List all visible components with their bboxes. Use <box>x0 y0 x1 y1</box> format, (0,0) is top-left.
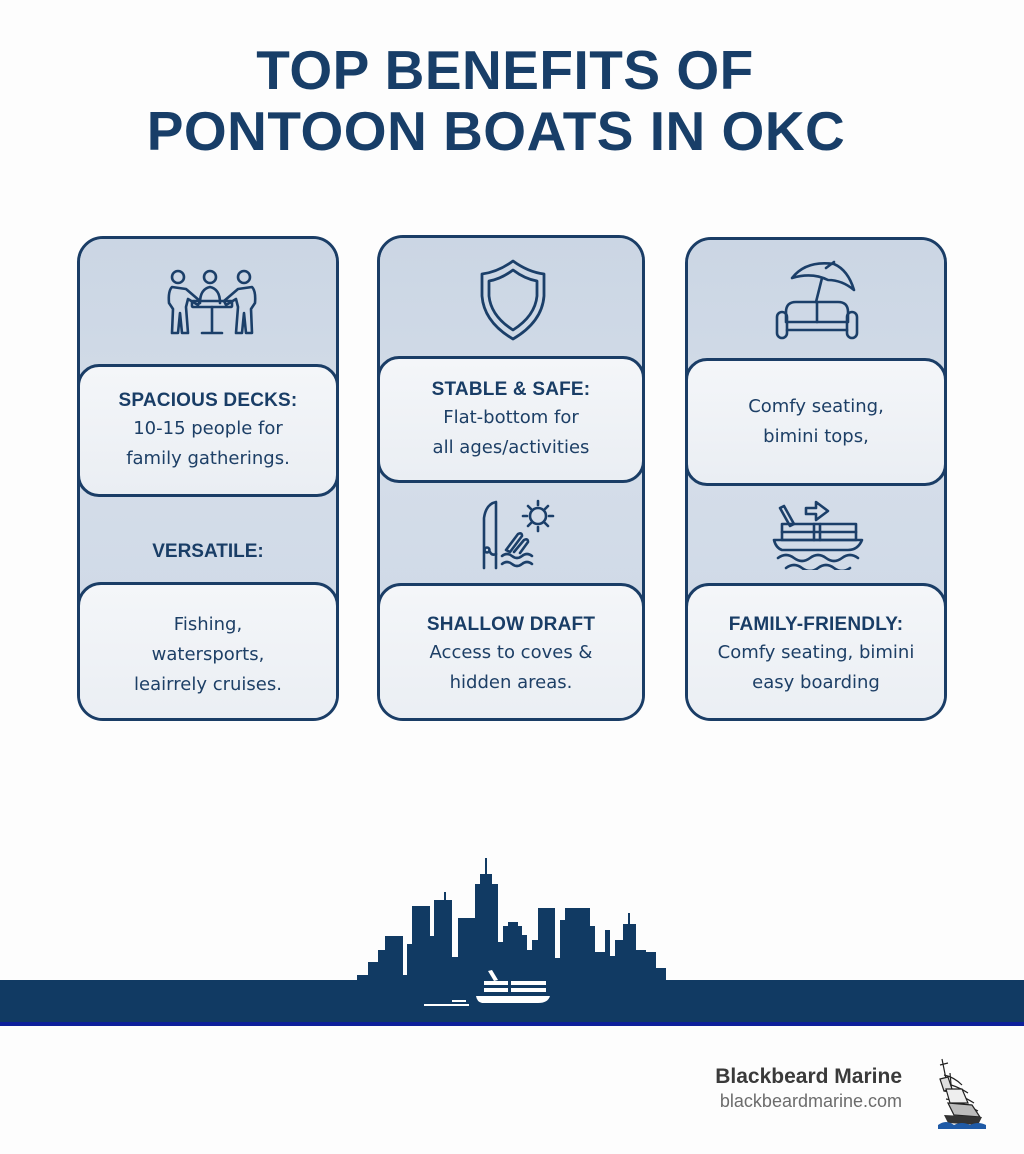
benefit-heading: SPACIOUS DECKS: <box>118 389 298 411</box>
benefit-text-line: Comfy seating, <box>748 396 884 417</box>
benefit-card-3 <box>685 237 947 721</box>
benefit-panel-shallow-draft <box>377 583 645 721</box>
benefit-text-line: hidden areas. <box>449 672 573 693</box>
benefit-text-line: Access to coves & <box>429 642 593 663</box>
shield-icon <box>478 258 548 342</box>
benefit-heading: STABLE & SAFE: <box>431 378 591 400</box>
brand-block <box>650 1064 902 1112</box>
pontoon-boat-icon <box>770 498 866 570</box>
okc-skyline-icon <box>0 840 1024 1040</box>
pirate-ship-logo-icon <box>932 1055 988 1131</box>
people-at-table-icon <box>164 269 260 337</box>
benefit-panel-stable-safe <box>377 356 645 483</box>
benefit-heading: SHALLOW DRAFT <box>426 614 596 635</box>
benefit-text-line: family gatherings. <box>126 447 290 469</box>
benefit-text-line: leairrely cruises. <box>134 673 282 695</box>
benefit-text-line: 10-15 people for <box>133 417 283 439</box>
benefit-panel-family-friendly <box>685 583 947 721</box>
benefit-text-line: bimini tops, <box>763 426 869 447</box>
brand-name: Blackbeard Marine <box>715 1065 902 1088</box>
benefit-text-line: all ages/activities <box>432 436 590 458</box>
benefit-heading: FAMILY-FRIENDLY: <box>728 614 904 635</box>
benefit-panel-comfy-seating <box>685 358 947 486</box>
benefit-panel-versatile <box>77 582 339 721</box>
page-title <box>0 40 1010 162</box>
fishing-rod-and-watersports-icon <box>470 498 560 570</box>
benefit-text-line: watersports, <box>151 643 265 665</box>
benefit-card-1 <box>77 236 339 721</box>
title-line-2: PONTOON BOATS IN OKC <box>146 100 846 162</box>
benefit-heading-versatile: VERSATILE: <box>152 541 264 562</box>
benefit-panel-spacious-decks <box>77 364 339 497</box>
benefit-text-line: Comfy seating, bimini <box>717 642 915 663</box>
benefit-text-line: easy boarding <box>752 672 880 693</box>
benefit-text-line: Fishing, <box>173 613 243 635</box>
sofa-with-umbrella-icon <box>772 256 862 344</box>
benefit-card-2 <box>377 235 645 721</box>
brand-url[interactable]: blackbeardmarine.com <box>719 1091 902 1111</box>
benefit-text-line: Flat-bottom for <box>443 406 579 428</box>
title-line-1: TOP BENEFITS OF <box>256 39 754 101</box>
